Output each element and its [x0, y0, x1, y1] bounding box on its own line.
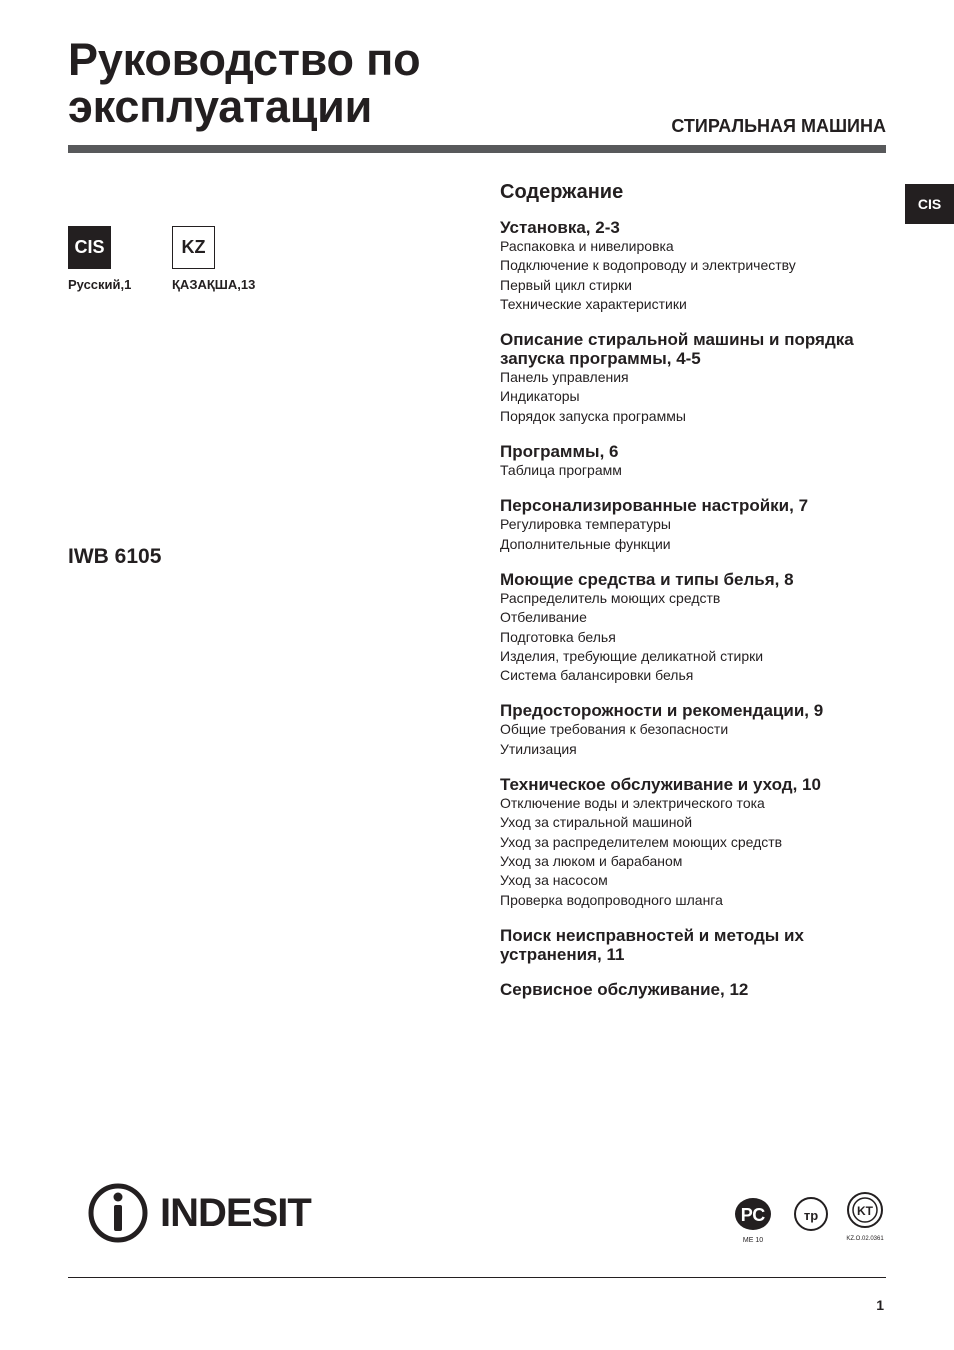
pct-certification-icon [735, 1198, 771, 1244]
language-label-russian[interactable]: Русский,1 [68, 277, 132, 292]
toc-item[interactable]: Изделия, требующие деликатной стирки [500, 647, 764, 664]
toc-item[interactable]: Распределитель моющих средств [500, 589, 721, 606]
indesit-logo [86, 1182, 326, 1246]
toc-section [500, 926, 900, 964]
product-type: СТИРАЛЬНАЯ МАШИНА [671, 116, 886, 136]
language-badge-kz[interactable]: KZ [172, 226, 215, 269]
toc-section [500, 442, 900, 480]
toc-item[interactable]: Распаковка и нивелировка [500, 238, 674, 254]
toc-section [500, 218, 900, 314]
svg-text:тр: тр [803, 1208, 819, 1223]
toc-section-title[interactable]: Установка, 2-3 [500, 218, 620, 237]
eac-certification-icon [795, 1198, 827, 1230]
toc-item[interactable]: Отключение воды и электрического тока [500, 795, 765, 812]
header-divider [68, 145, 886, 153]
toc-section [500, 980, 900, 999]
toc-section [500, 330, 900, 426]
toc-heading: Содержание [500, 181, 624, 203]
toc-item[interactable]: Индикаторы [500, 388, 580, 405]
language-label-kazakh[interactable]: ҚАЗАҚША,13 [172, 277, 256, 292]
toc-item[interactable]: Панель управления [500, 369, 629, 386]
toc-item[interactable]: Проверка водопроводного шланга [500, 891, 723, 908]
toc-section-title[interactable]: Сервисное обслуживание, 12 [500, 979, 749, 999]
svg-text:KT: KT [857, 1204, 873, 1218]
footer-divider [68, 1277, 886, 1278]
toc-item[interactable]: Технические характеристики [500, 295, 687, 312]
toc-section-title[interactable]: Программы, 6 [500, 442, 619, 462]
toc-item[interactable]: Таблица программ [500, 462, 622, 479]
toc-item[interactable]: Система балансировки белья [500, 667, 694, 684]
svg-text:РС: РС [740, 1205, 766, 1225]
toc-item[interactable]: Общие требования к безопасности [500, 721, 729, 738]
toc-item[interactable]: Первый цикл стирки [500, 276, 632, 293]
language-badge-cis[interactable]: CIS [68, 226, 111, 269]
title-line-1: Руководство по [68, 34, 421, 85]
toc-item[interactable]: Подготовка белья [500, 628, 616, 645]
toc-section-title[interactable]: Персонализированные настройки, 7 [500, 496, 809, 516]
title-line-2: эксплуатации [68, 81, 373, 132]
toc-sections [500, 218, 900, 999]
toc-item[interactable]: Уход за люком и барабаном [500, 852, 683, 869]
toc-section-title[interactable]: Моющие средства и типы белья, 8 [500, 569, 794, 589]
toc-item[interactable]: Порядок запуска программы [500, 407, 686, 424]
side-language-tab: CIS [905, 184, 954, 224]
toc-item[interactable]: Подключение к водопроводу и электричеству [500, 257, 796, 274]
toc-section-title[interactable]: Предосторожности и рекомендации, 9 [500, 701, 824, 721]
toc-item[interactable]: Уход за насосом [500, 872, 608, 889]
toc-section [500, 496, 900, 554]
toc-section [500, 570, 900, 685]
svg-text:KZ.O.02.0361: KZ.O.02.0361 [846, 1236, 884, 1242]
toc-item[interactable]: Дополнительные функции [500, 535, 671, 552]
kz-certification-icon [846, 1193, 884, 1242]
toc-item[interactable]: Уход за распределителем моющих средств [500, 833, 783, 850]
toc-section-title[interactable]: Поиск неисправностей и методы их устранения, 11 [500, 925, 804, 964]
document-title [68, 36, 420, 130]
toc-item[interactable]: Уход за стиральной машиной [500, 814, 693, 831]
svg-text:INDESIT: INDESIT [160, 1191, 311, 1235]
toc-section-title[interactable]: Описание стиральной машины и порядка запуска программы, 4-5 [500, 330, 854, 369]
table-of-contents [500, 180, 900, 1015]
svg-text:МЕ 10: МЕ 10 [742, 1237, 764, 1244]
certification-marks [733, 1190, 893, 1251]
toc-item[interactable]: Утилизация [500, 740, 577, 757]
toc-section-title[interactable]: Техническое обслуживание и уход, 10 [500, 775, 821, 795]
page-number: 1 [876, 1297, 884, 1313]
toc-item[interactable]: Регулировка температуры [500, 516, 671, 533]
model-name: IWB 6105 [68, 545, 162, 568]
toc-item[interactable]: Отбеливание [500, 609, 587, 626]
toc-section [500, 701, 900, 759]
toc-section [500, 775, 900, 910]
